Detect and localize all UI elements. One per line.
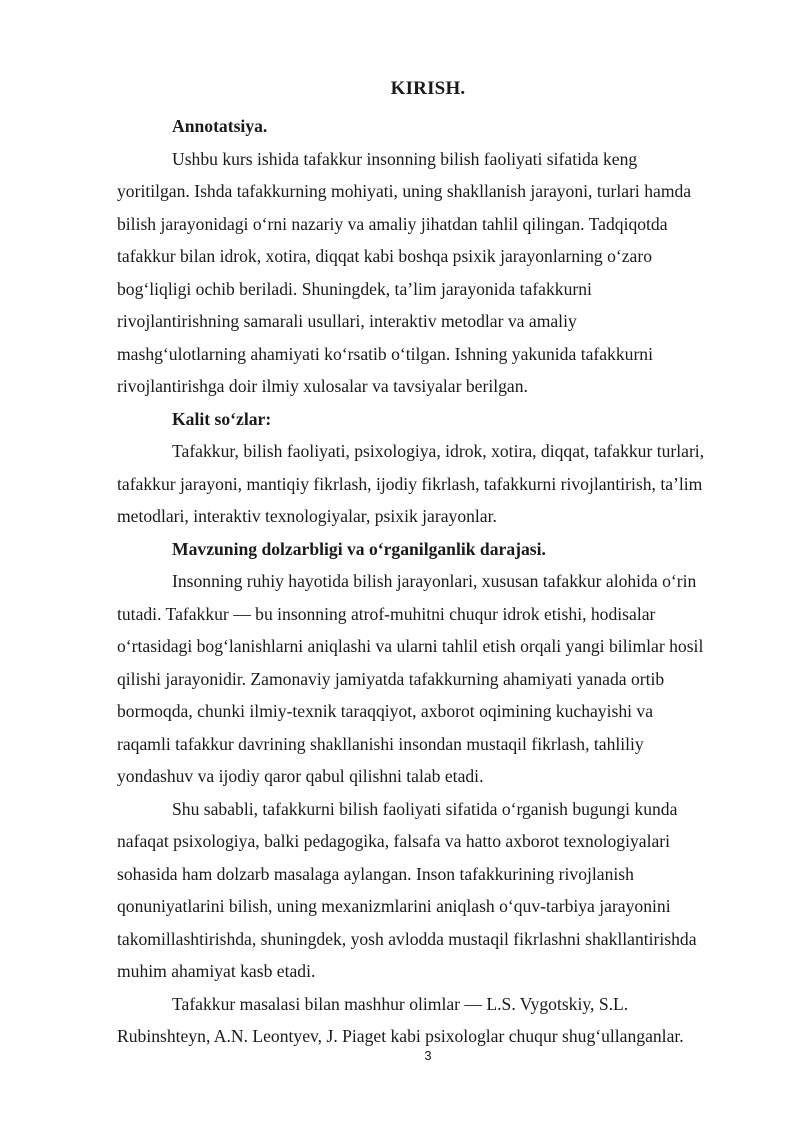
text-line: Tafakkur, bilish faoliyati, psixologiya, idrok, xotira, diqqat, tafakkur turlari, (172, 441, 705, 461)
text-line: yoritilgan. Ishda tafakkurning mohiyati, uning shakllanish jarayoni, turlari hamda (117, 181, 692, 201)
section-heading-relevance: Mavzuning dolzarbligi va o‘rganilganlik darajasi. (172, 538, 546, 559)
text-line: metodlari, interaktiv texnologiyalar, psixik jarayonlar. (117, 506, 497, 526)
text-line: sohasida ham dolzarb masalaga aylangan. Inson tafakkurining rivojlanish (117, 863, 634, 884)
text-line: rivojlantirishning samarali usullari, interaktiv metodlar va amaliy (117, 311, 577, 331)
text-line: tafakkur jarayoni, mantiqiy fikrlash, ijodiy fikrlash, tafakkurni rivojlantirish, ta’lim (117, 473, 703, 494)
text-line: nafaqat psixologiya, balki pedagogika, falsafa va hatto axborot texnologiyalari (117, 831, 671, 851)
text-line: rivojlantirishga doir ilmiy xulosalar va tavsiyalar berilgan. (117, 376, 528, 396)
text-line: muhim ahamiyat kasb etadi. (117, 961, 316, 981)
text-line: Rubinshteyn, A.N. Leontyev, J. Piaget kabi psixologlar chuqur shug‘ullanganlar. (117, 1026, 684, 1046)
text-line: qilishi jarayonidir. Zamonaviy jamiyatda tafakkurning ahamiyati yanada ortib (117, 668, 665, 689)
section-heading-annotation: Annotatsiya. (172, 116, 268, 136)
text-line: qonuniyatlarini bilish, uning mexanizmlarini aniqlash o‘quv-tarbiya jarayonini (117, 896, 671, 916)
text-line: Ushbu kurs ishida tafakkur insonning bilish faoliyati sifatida keng (172, 148, 638, 169)
section-heading-keywords: Kalit so‘zlar: (172, 408, 272, 429)
page-title: KIRISH. (390, 78, 466, 99)
page-number: 3 (424, 1048, 432, 1063)
text-line: Shu sababli, tafakkurni bilish faoliyati sifatida o‘rganish bugungi kunda (172, 798, 678, 819)
text-line: tutadi. Tafakkur — bu insonning atrof-muhitni chuqur idrok etishi, hodisalar (117, 603, 656, 624)
text-line: raqamli tafakkur davrining shakllanishi insondan mustaqil fikrlash, tahliliy (117, 733, 644, 754)
document-body (117, 110, 745, 1053)
text-line: yondashuv va ijodiy qaror qabul qilishni talab etadi. (117, 766, 484, 786)
text-line: tafakkur bilan idrok, xotira, diqqat kabi boshqa psixik jarayonlarning o‘zaro (117, 246, 652, 266)
text-line: Insonning ruhiy hayotida bilish jarayonlari, xususan tafakkur alohida o‘rin (172, 571, 697, 591)
text-line: bilish jarayonidagi o‘rni nazariy va amaliy jihatdan tahlil qilingan. Tadqiqotda (117, 213, 668, 234)
text-line: mashg‘ulotlarning ahamiyati ko‘rsatib o‘tilgan. Ishning yakunida tafakkurni (117, 343, 653, 364)
text-line: o‘rtasidagi bog‘lanishlarni aniqlashi va ularni tahlil etish orqali yangi bilimlar hosil (117, 636, 704, 656)
text-line: bormoqda, chunki ilmiy-texnik taraqqiyot, axborot oqimining kuchayishi va (117, 701, 654, 721)
text-line: Tafakkur masalasi bilan mashhur olimlar — L.S. Vygotskiy, S.L. (172, 993, 629, 1014)
text-line: bog‘liqligi ochib beriladi. Shuningdek, ta’lim jarayonida tafakkurni (117, 278, 592, 299)
text-line: takomillashtirishda, shuningdek, yosh avlodda mustaqil fikrlashni shakllantirishda (117, 928, 697, 949)
